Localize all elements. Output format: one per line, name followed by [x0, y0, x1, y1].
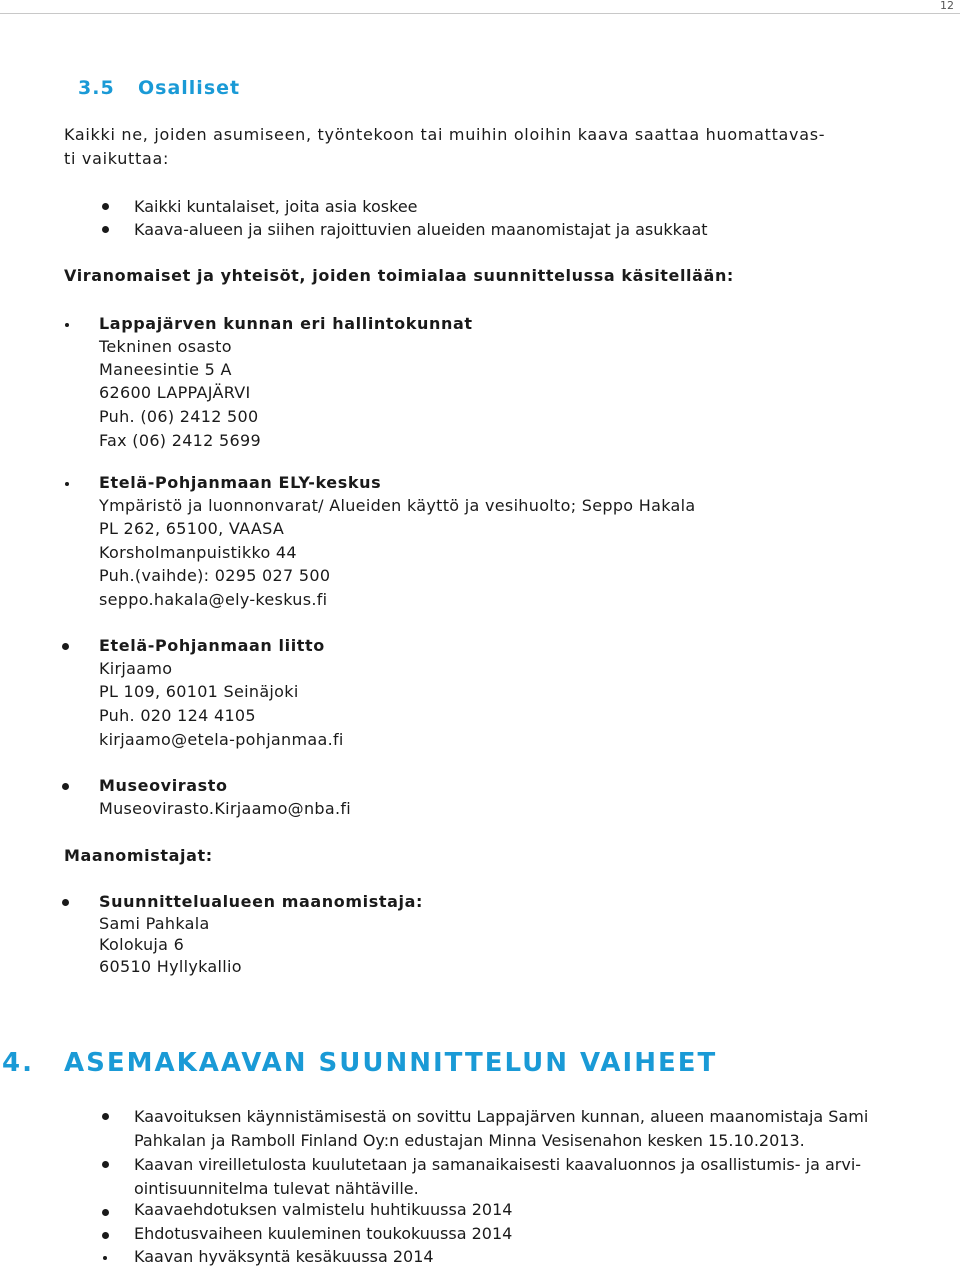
page-number: 12 — [940, 0, 954, 12]
authority-line: Puh.(vaihde): 0295 027 500 — [99, 566, 331, 585]
email-link[interactable]: kirjaamo@etela-pohjanmaa.fi — [99, 730, 344, 749]
list-item-bullet — [102, 203, 109, 210]
list-item: Kaavan vireilletulosta kuulutetaan ja samanaikaisesti kaavaluonnos ja osallistumis- ja arvi- — [134, 1155, 862, 1174]
landowner-line: Sami Pahkala — [99, 914, 210, 933]
authority-line: Ympäristö ja luonnonvarat/ Alueiden käyttö ja vesihuolto; Seppo Hakala — [99, 496, 696, 515]
list-item-bullet — [62, 783, 69, 790]
list-item-bullet — [65, 482, 69, 486]
list-item: Pahkalan ja Ramboll Finland Oy:n edustajan Minna Vesisenahon kesken 15.10.2013. — [134, 1131, 805, 1150]
list-item: Kaikki kuntalaiset, joita asia koskee — [134, 197, 418, 216]
chapter-number: 4. — [2, 1048, 34, 1078]
list-item-bullet — [65, 323, 69, 327]
intro-text: ti vaikuttaa: — [64, 149, 170, 168]
authority-line: Maneesintie 5 A — [99, 360, 232, 379]
authority-line: Puh. (06) 2412 500 — [99, 407, 259, 426]
list-item-bullet — [62, 899, 69, 906]
section-title: Osalliset — [138, 77, 241, 99]
list-item-bullet — [62, 643, 69, 650]
authority-line: Korsholmanpuistikko 44 — [99, 543, 297, 562]
authority-line: Puh. 020 124 4105 — [99, 706, 256, 725]
list-item: Kaavan hyväksyntä kesäkuussa 2014 — [134, 1247, 434, 1266]
page-top-rule — [0, 13, 960, 14]
list-item: ointisuunnitelma tulevat nähtäville. — [134, 1179, 419, 1198]
list-item-bullet — [102, 1161, 109, 1168]
authority-line: PL 109, 60101 Seinäjoki — [99, 682, 299, 701]
list-item: Kaava-alueen ja siihen rajoittuvien alueiden maanomistajat ja asukkaat — [134, 220, 708, 239]
authority-line: Tekninen osasto — [99, 337, 232, 356]
list-item: Ehdotusvaiheen kuuleminen toukokuussa 2014 — [134, 1224, 513, 1243]
list-item-bullet — [102, 1113, 109, 1120]
list-item-bullet — [102, 226, 109, 233]
list-item: Kaavoituksen käynnistämisestä on sovittu Lappajärven kunnan, alueen maanomistaja Sami — [134, 1107, 869, 1126]
list-item-bullet — [102, 1232, 109, 1239]
authority-line: Kirjaamo — [99, 659, 173, 678]
authority-name: Etelä-Pohjanmaan liitto — [99, 636, 325, 655]
landowner-name: Suunnittelualueen maanomistaja: — [99, 892, 423, 911]
authority-name: Etelä-Pohjanmaan ELY-keskus — [99, 473, 382, 492]
authority-line: PL 262, 65100, VAASA — [99, 519, 285, 538]
chapter-title: ASEMAKAAVAN SUUNNITTELUN VAIHEET — [64, 1048, 718, 1078]
authority-line: Fax (06) 2412 5699 — [99, 431, 261, 450]
intro-text: Kaikki ne, joiden asumiseen, työntekoon tai muihin oloihin kaava saattaa huomattavas- — [64, 125, 826, 144]
email-link[interactable]: Museovirasto.Kirjaamo@nba.fi — [99, 799, 352, 818]
authorities-heading: Viranomaiset ja yhteisöt, joiden toimialaa suunnittelussa käsitellään: — [64, 266, 734, 285]
email-link[interactable]: seppo.hakala@ely-keskus.fi — [99, 590, 328, 609]
authority-name: Lappajärven kunnan eri hallintokunnat — [99, 314, 473, 333]
section-number: 3.5 — [78, 77, 115, 99]
landowner-line: Kolokuja 6 — [99, 935, 185, 954]
authority-line: 62600 LAPPAJÄRVI — [99, 383, 251, 402]
authority-name: Museovirasto — [99, 776, 228, 795]
list-item-bullet — [102, 1209, 109, 1216]
list-item-bullet — [103, 1256, 107, 1260]
landowner-line: 60510 Hyllykallio — [99, 957, 242, 976]
landowners-heading: Maanomistajat: — [64, 846, 213, 865]
list-item: Kaavaehdotuksen valmistelu huhtikuussa 2014 — [134, 1200, 513, 1219]
